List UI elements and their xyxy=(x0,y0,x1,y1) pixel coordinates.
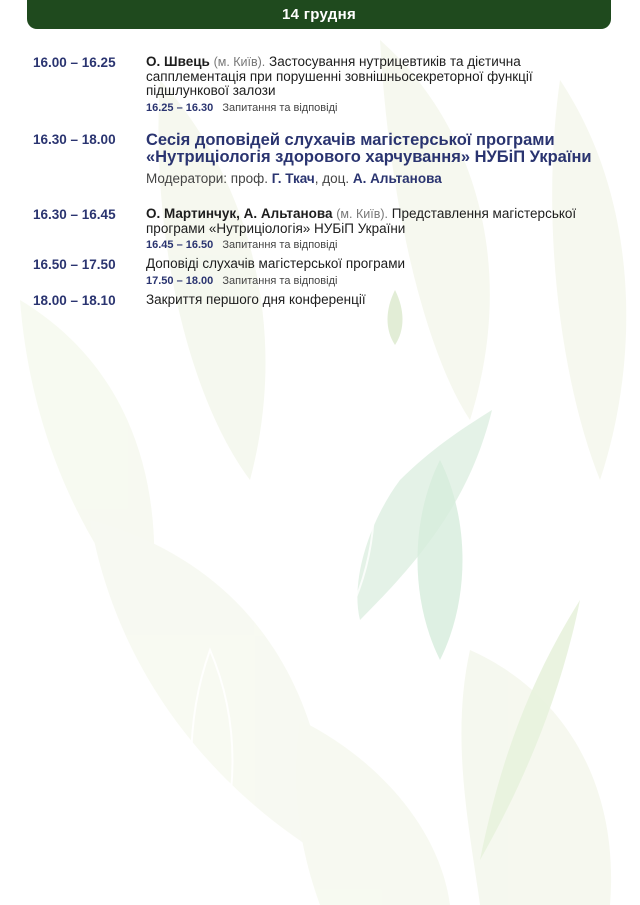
talk-title: Закриття першого дня конференції xyxy=(146,292,366,307)
moderators-mid: , доц. xyxy=(314,171,350,186)
speaker-name: О. Швець xyxy=(146,54,210,69)
date-header-label: 14 грудня xyxy=(281,6,357,23)
qa-time: 16.45 – 16.50 xyxy=(146,239,214,251)
item-time: 16.30 – 16.45 xyxy=(33,207,116,222)
moderators-prefix: Модератори: проф. xyxy=(146,171,268,186)
item-body xyxy=(146,207,616,253)
qa-label: Запитання та відповіді xyxy=(222,274,338,287)
speaker-city: (м. Київ). xyxy=(336,207,388,221)
session-title: Сесія доповідей слухачів магістерської програми «Нутриціологія здорового харчування» НУБіП України xyxy=(146,131,592,166)
item-time: 16.50 – 17.50 xyxy=(33,257,116,272)
qa-line xyxy=(146,101,616,116)
talk-title: Доповіді слухачів магістерської програми xyxy=(146,256,406,271)
qa-line xyxy=(146,274,616,289)
item-body xyxy=(146,257,616,288)
speaker-city: (м. Київ). xyxy=(213,55,266,69)
item-body xyxy=(146,293,616,308)
talk-title: Застосування нутрицевтиків та дієтична сапплементація при порушенні зовнішньосекреторної функції підшлункової залози xyxy=(146,54,533,98)
qa-label: Запитання та відповіді xyxy=(222,239,338,251)
speaker-name: О. Мартинчук, А. Альтанова xyxy=(146,206,333,221)
item-body xyxy=(146,55,616,115)
talk-title: Представлення магістерської програми «Нутриціологія» НУБіП України xyxy=(146,206,577,236)
item-time: 16.30 – 18.00 xyxy=(33,132,116,147)
item-body xyxy=(146,132,616,187)
qa-line xyxy=(146,238,616,253)
qa-time: 17.50 – 18.00 xyxy=(146,274,214,287)
qa-time: 16.25 – 16.30 xyxy=(146,101,214,114)
moderator-name: А. Альтанова xyxy=(352,171,442,186)
date-header xyxy=(27,0,611,29)
item-time: 16.00 – 16.25 xyxy=(33,55,116,70)
qa-label: Запитання та відповіді xyxy=(222,101,338,114)
item-time: 18.00 – 18.10 xyxy=(33,293,116,308)
moderator-name: Г. Ткач xyxy=(271,171,315,186)
moderators-line xyxy=(146,172,616,187)
